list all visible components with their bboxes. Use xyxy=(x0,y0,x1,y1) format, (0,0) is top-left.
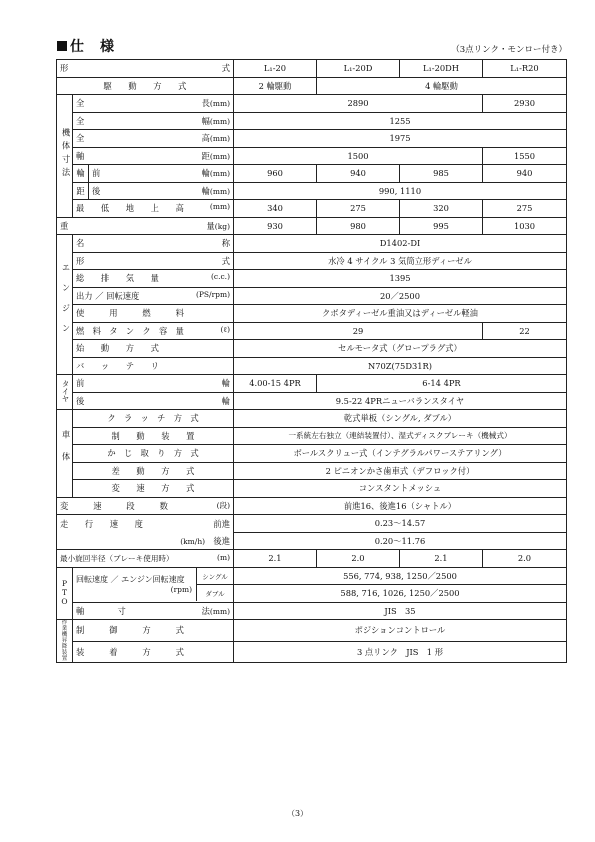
table-row xyxy=(57,130,567,148)
group-label: 作業機昇降装置 xyxy=(57,620,73,663)
row-label: 始 動 方 式 xyxy=(73,340,234,358)
cell-value: 2930 xyxy=(483,95,567,113)
cell-value: ポジションコントロール xyxy=(234,620,567,642)
cell-value: 556, 774, 938, 1250／2500 xyxy=(234,567,567,585)
model-header: L₁-20D xyxy=(317,60,400,78)
cell-value: JIS 35 xyxy=(234,602,567,620)
row-label: 駆 動 方 式 xyxy=(57,77,234,95)
row-label: 全 幅(mm) xyxy=(73,112,234,130)
cell-value: 前進16、後進16（シャトル） xyxy=(234,497,567,515)
cell-value: 0.20～11.76 xyxy=(234,532,567,550)
table-row xyxy=(57,60,567,78)
table-row xyxy=(57,515,567,533)
table-row xyxy=(57,392,567,410)
cell-value: 930 xyxy=(234,217,317,235)
cell-value: 940 xyxy=(483,165,567,183)
cell-value: 990, 1110 xyxy=(234,182,567,200)
cell-value: 20／2500 xyxy=(234,287,567,305)
row-label: バ ッ テ リ xyxy=(73,357,234,375)
table-row xyxy=(57,497,567,515)
table-row xyxy=(57,427,567,445)
table-row xyxy=(57,445,567,463)
row-label: 回転速度 ／ エンジン回転速度 (rpm) シングル ダブル xyxy=(73,567,234,602)
row-label: 軸 寸 法(mm) xyxy=(73,602,234,620)
model-header: L₁-R20 xyxy=(483,60,567,78)
cell-value: 940 xyxy=(317,165,400,183)
cell-value: 2 ピニオンかさ歯車式（デフロック付） xyxy=(234,462,567,480)
cell-value: 985 xyxy=(400,165,483,183)
table-row xyxy=(57,322,567,340)
cell-value: 980 xyxy=(317,217,400,235)
table-row xyxy=(57,480,567,498)
spec-table xyxy=(56,59,567,663)
group-label: 車体 xyxy=(57,410,73,498)
table-row xyxy=(57,567,567,585)
square-bullet-icon xyxy=(57,41,67,51)
table-row xyxy=(57,112,567,130)
table-row xyxy=(57,305,567,323)
cell-value: 2.1 xyxy=(234,550,317,568)
row-label: 軸 距(mm) xyxy=(73,147,234,165)
table-row xyxy=(57,95,567,113)
row-label: 最小旋回半径（ブレーキ使用時） (m) xyxy=(57,550,234,568)
cell-value: 水冷 4 サイクル 3 気筒立形ディーゼル xyxy=(234,252,567,270)
table-row xyxy=(57,235,567,253)
table-row xyxy=(57,182,567,200)
table-row xyxy=(57,602,567,620)
row-label: (km/h) 後進 xyxy=(57,532,234,550)
row-label: 走 行 速 度 前進 xyxy=(57,515,234,533)
cell-value: 340 xyxy=(234,200,317,218)
row-label: 重 量(kg) xyxy=(57,217,234,235)
cell-value: 275 xyxy=(317,200,400,218)
cell-value: 2.0 xyxy=(483,550,567,568)
table-row xyxy=(57,340,567,358)
cell-value: 588, 716, 1026, 1250／2500 xyxy=(234,585,567,603)
cell-value: 1395 xyxy=(234,270,567,288)
table-row xyxy=(57,462,567,480)
table-row xyxy=(57,620,567,642)
table-row xyxy=(57,147,567,165)
row-label: か じ 取 り 方 式 xyxy=(73,445,234,463)
row-label: 差 動 方 式 xyxy=(73,462,234,480)
table-row xyxy=(57,357,567,375)
row-label: 燃 料 タ ン ク 容 量 (ℓ) xyxy=(73,322,234,340)
row-label: 使 用 燃 料 xyxy=(73,305,234,323)
row-label: ク ラ ッ チ 方 式 xyxy=(73,410,234,428)
group-label: 機体寸法 xyxy=(57,95,73,218)
page-number: （3） xyxy=(286,809,309,818)
cell-value: 一系統左右独立（連結装置付）、湿式ディスクブレーキ（機械式） xyxy=(234,427,567,445)
cell-value: ボールスクリュー式（インテグラルパワーステアリング） xyxy=(234,445,567,463)
cell-value: 2890 xyxy=(234,95,483,113)
row-label: 全 長(mm) xyxy=(73,95,234,113)
sub-group-label: 輪 xyxy=(73,165,89,183)
cell-value: 3 点リンク JIS 1 形 xyxy=(234,641,567,663)
sub-group-label: 距 xyxy=(73,182,89,200)
group-label: エンジン xyxy=(57,235,73,375)
group-label: PTO xyxy=(57,567,73,620)
table-row xyxy=(57,550,567,568)
cell-value: 29 xyxy=(234,322,483,340)
row-label: 前 輪 xyxy=(73,375,234,393)
model-label: 形 式 xyxy=(57,60,234,78)
table-row xyxy=(57,375,567,393)
group-label: タイヤ xyxy=(57,375,73,410)
page-subtitle: （3点リンク・モンロー付き） xyxy=(451,45,567,55)
cell-value: 4 輪駆動 xyxy=(317,77,567,95)
table-row xyxy=(57,287,567,305)
cell-value: 275 xyxy=(483,200,567,218)
row-label: 総 排 気 量 (c.c.) xyxy=(73,270,234,288)
table-row xyxy=(57,252,567,270)
cell-value: 1500 xyxy=(234,147,483,165)
row-label: 装 着 方 式 xyxy=(73,641,234,663)
cell-value: 1550 xyxy=(483,147,567,165)
row-label: 変 速 方 式 xyxy=(73,480,234,498)
row-label: 形 式 xyxy=(73,252,234,270)
cell-value: 960 xyxy=(234,165,317,183)
cell-value: クボタディーゼル重油又はディーゼル軽油 xyxy=(234,305,567,323)
table-row xyxy=(57,165,567,183)
table-row xyxy=(57,410,567,428)
row-label: 最 低 地 上 高 (mm) xyxy=(73,200,234,218)
cell-value: 2.0 xyxy=(317,550,400,568)
cell-value: 乾式単板（シングル, ダブル） xyxy=(234,410,567,428)
page-title: 仕 様 xyxy=(57,36,115,56)
row-label: 前 輪(mm) xyxy=(89,165,234,183)
cell-value: 2 輪駆動 xyxy=(234,77,317,95)
cell-value: N70Z(75D31R) xyxy=(234,357,567,375)
cell-value: 1255 xyxy=(234,112,567,130)
table-row xyxy=(57,217,567,235)
model-header: L₁-20DH xyxy=(400,60,483,78)
cell-value: 1975 xyxy=(234,130,567,148)
row-label: 制 御 方 式 xyxy=(73,620,234,642)
row-label: 名 称 xyxy=(73,235,234,253)
table-row xyxy=(57,532,567,550)
cell-value: 6-14 4PR xyxy=(317,375,567,393)
cell-value: 9.5-22 4PRニューバランスタイヤ xyxy=(234,392,567,410)
cell-value: D1402-DI xyxy=(234,235,567,253)
cell-value: 320 xyxy=(400,200,483,218)
table-row xyxy=(57,200,567,218)
cell-value: 22 xyxy=(483,322,567,340)
table-row xyxy=(57,77,567,95)
cell-value: 2.1 xyxy=(400,550,483,568)
cell-value: 1030 xyxy=(483,217,567,235)
row-label: 全 高(mm) xyxy=(73,130,234,148)
row-label: 制 動 装 置 xyxy=(73,427,234,445)
model-header: L₁-20 xyxy=(234,60,317,78)
table-row xyxy=(57,270,567,288)
cell-value: 0.23～14.57 xyxy=(234,515,567,533)
cell-value: 995 xyxy=(400,217,483,235)
table-row xyxy=(57,641,567,663)
row-label: 後 輪(mm) xyxy=(89,182,234,200)
cell-value: セルモータ式（グロープラグ式） xyxy=(234,340,567,358)
row-label: 出力 ／ 回転速度 (PS/rpm) xyxy=(73,287,234,305)
row-label: 後 輪 xyxy=(73,392,234,410)
cell-value: 4.00-15 4PR xyxy=(234,375,317,393)
row-label: 変 速 段 数 (段) xyxy=(57,497,234,515)
cell-value: コンスタントメッシュ xyxy=(234,480,567,498)
